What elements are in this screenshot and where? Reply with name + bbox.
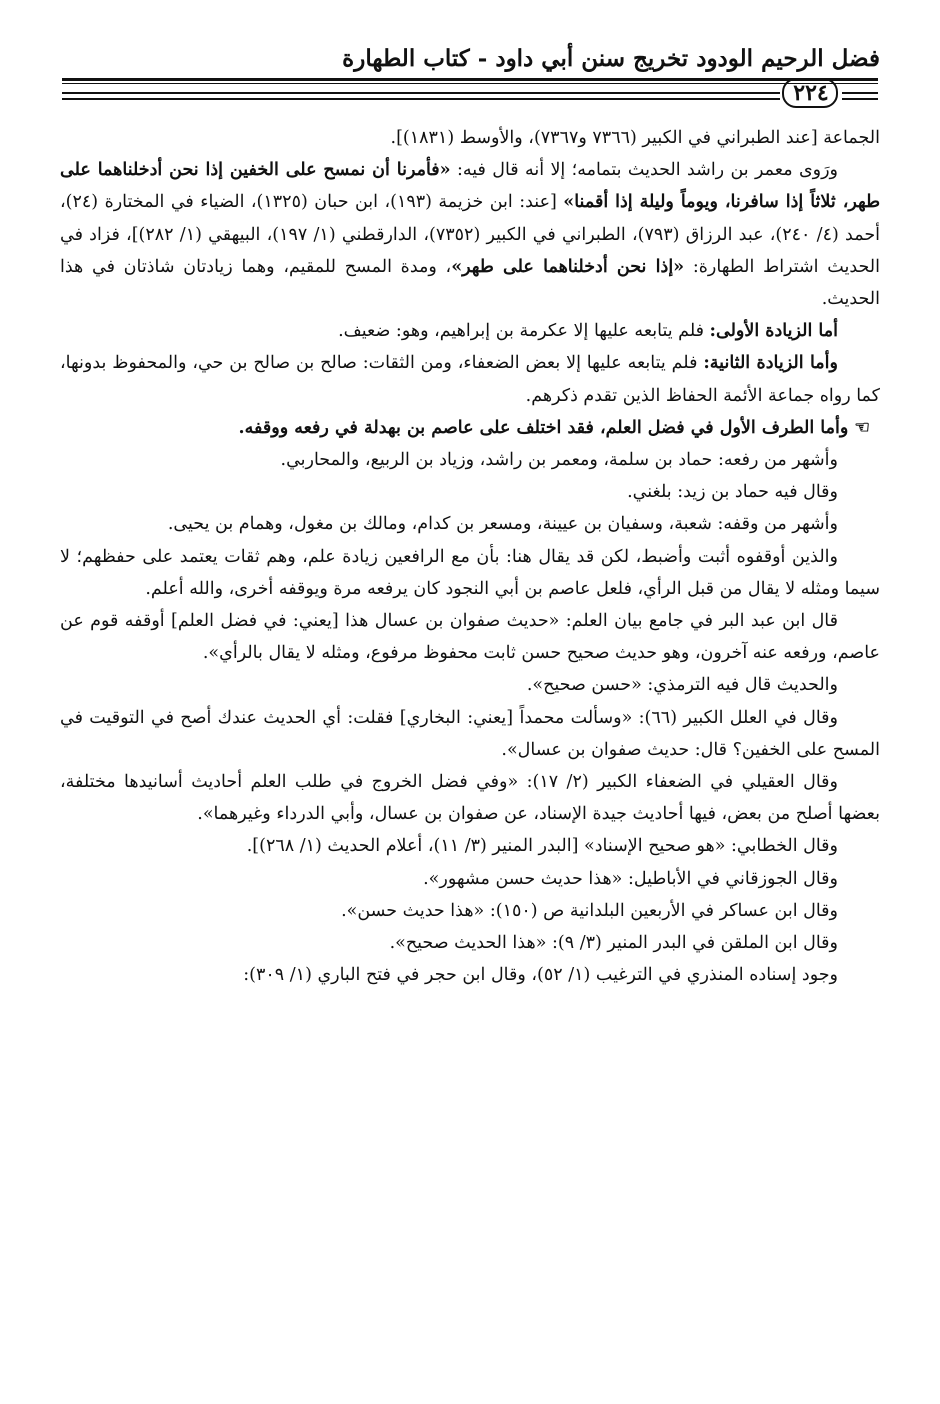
paragraph-4-text: فلم يتابعه عليها إلا بعض الضعفاء، ومن الثقات: صالح بن صالح بن حي، والمحفوظ بدونها، كما رواه جماعة الأئمة الحفاظ الذين تقدم ذكرهم.: [60, 353, 880, 406]
paragraph-18: وجود إسناده المنذري في الترغيب (١/ ٥٢)، وقال ابن حجر في فتح الباري (١/ ٣٠٩):: [243, 965, 838, 986]
page-number: [782, 76, 840, 110]
paragraph-15: وقال الجوزقاني في الأباطيل: «هذا حديث حسن مشهور».: [423, 868, 838, 889]
paragraph-8: وأشهر من وقفه: شعبة، وسفيان بن عيينة، ومسعر بن كدام، ومالك بن مغول، وهمام بن يحيى.: [167, 514, 838, 535]
body-text: [60, 122, 880, 1362]
paragraph-12: وقال في العلل الكبير (٦٦): «وسألت محمداً [يعني: البخاري] فقلت: أي الحديث عندك أصح في التوقيت في المسح على الخفين؟ قال: حديث صفوان بن عسال».: [60, 707, 880, 760]
paragraph-5: [60, 412, 880, 444]
paragraph-5-heading: وأما الطرف الأول في فضل العلم،: [599, 417, 849, 438]
paragraph-2-text-c: ، ومدة المسح للمقيم، وهما زيادتان شاذتان في هذا الحديث.: [60, 256, 880, 310]
paragraph-2-quote-b: «إذا نحن أدخلناهما على طهر»: [451, 256, 685, 277]
paragraph-9: والذين أوقفوه أثبت وأضبط، لكن قد يقال هنا: بأن مع الرافعين زيادة علم، وهم ثقات يعتمد على حفظهم؛ لا سيما ومثله لا يقال من قبل الرأي، فلعل عاصم بن أبي النجود كان يرفعه مرة ويوقفه أخرى، والله أعلم.: [60, 546, 880, 599]
paragraph-10: قال ابن عبد البر في جامع بيان العلم: «حديث صفوان بن عسال هذا [يعني: في فضل العلم] أوقفه قوم عن عاصم، ورفعه عنه آخرون، وهو حديث صحيح حسن ثابت محفوظ مرفوع، ومثله لا يقال بالرأي».: [60, 611, 880, 664]
paragraph-1: الجماعة [عند الطبراني في الكبير (٧٣٦٦ و٧٣٦٧)، والأوسط (١٨٣١)].: [390, 128, 880, 148]
paragraph-5-text: فقد اختلف على عاصم بن بهدلة في رفعه ووقفه.: [238, 417, 600, 438]
page-number-ornament-right: [842, 92, 878, 101]
paragraph-17: وقال ابن الملقن في البدر المنير (٣/ ٩): «هذا الحديث صحيح».: [389, 933, 838, 954]
paragraph-3-text: فلم يتابعه عليها إلا عكرمة بن إبراهيم، وهو: ضعيف.: [338, 321, 710, 342]
paragraph-4-heading: وأما الزيادة الثانية:: [703, 353, 838, 374]
paragraph-16: وقال ابن عساكر في الأربعين البلدانية ص (١٥٠): «هذا حديث حسن».: [341, 900, 838, 921]
header-rule-thick: [62, 78, 878, 81]
paragraph-2-text-a: ورَوى معمر بن راشد الحديث بتمامه؛ إلا أنه قال فيه:: [450, 160, 838, 181]
page-number-ornament-left: [62, 92, 780, 101]
page-number-text: ٢٢٤: [793, 80, 829, 106]
paragraph-4: [60, 347, 880, 411]
paragraph-6: وأشهر من رفعه: حماد بن سلمة، ومعمر بن راشد، وزياد بن الربيع، والمحاربي.: [280, 450, 838, 471]
header-rule-thin: [62, 83, 878, 84]
paragraph-11: والحديث قال فيه الترمذي: «حسن صحيح».: [526, 675, 838, 696]
running-header-title: فضل الرحيم الودود تخريج سنن أبي داود - كتاب الطهارة: [342, 45, 880, 72]
paragraph-2-quote-a: «فأمرنا أن نمسح على الخفين إذا نحن أدخلناهما على طهر، ثلاثاً إذا سافرنا، ويوماً وليلة إذا أقمنا»: [60, 160, 880, 213]
paragraph-3: [60, 315, 880, 347]
paragraph-2: [60, 154, 880, 315]
paragraph-2-text-b: [عند: ابن خزيمة (١٩٣)، ابن حبان (١٣٢٥)، الضياء في المختارة (٢٤)، أحمد (٤/ ٢٤٠)، عبد الرزاق (٧٩٣)، الطبراني في الكبير (٧٣٥٢)، الدارقطني (١/ ١٩٧)، البيهقي (١/ ٢٨٢)]، فزاد في الحديث اشتراط الطهارة:: [60, 192, 880, 277]
paragraph-7: وقال فيه حماد بن زيد: بلغني.: [627, 482, 838, 503]
section-marker-icon: ☜: [854, 417, 870, 438]
paragraph-13: وقال العقيلي في الضعفاء الكبير (٢/ ١٧): «وفي فضل الخروج في طلب العلم أحاديث أسانيدها مختلفة، بعضها أصلح من بعض، فيها أحاديث جيدة الإسناد، عن صفوان بن عسال، وأبي الدرداء وغيرهما».: [60, 772, 880, 825]
paragraph-3-heading: أما الزيادة الأولى:: [709, 321, 838, 342]
paragraph-14: وقال الخطابي: «هو صحيح الإسناد» [البدر المنير (٣/ ١١)، أعلام الحديث (١/ ٢٦٨)].: [246, 836, 838, 857]
